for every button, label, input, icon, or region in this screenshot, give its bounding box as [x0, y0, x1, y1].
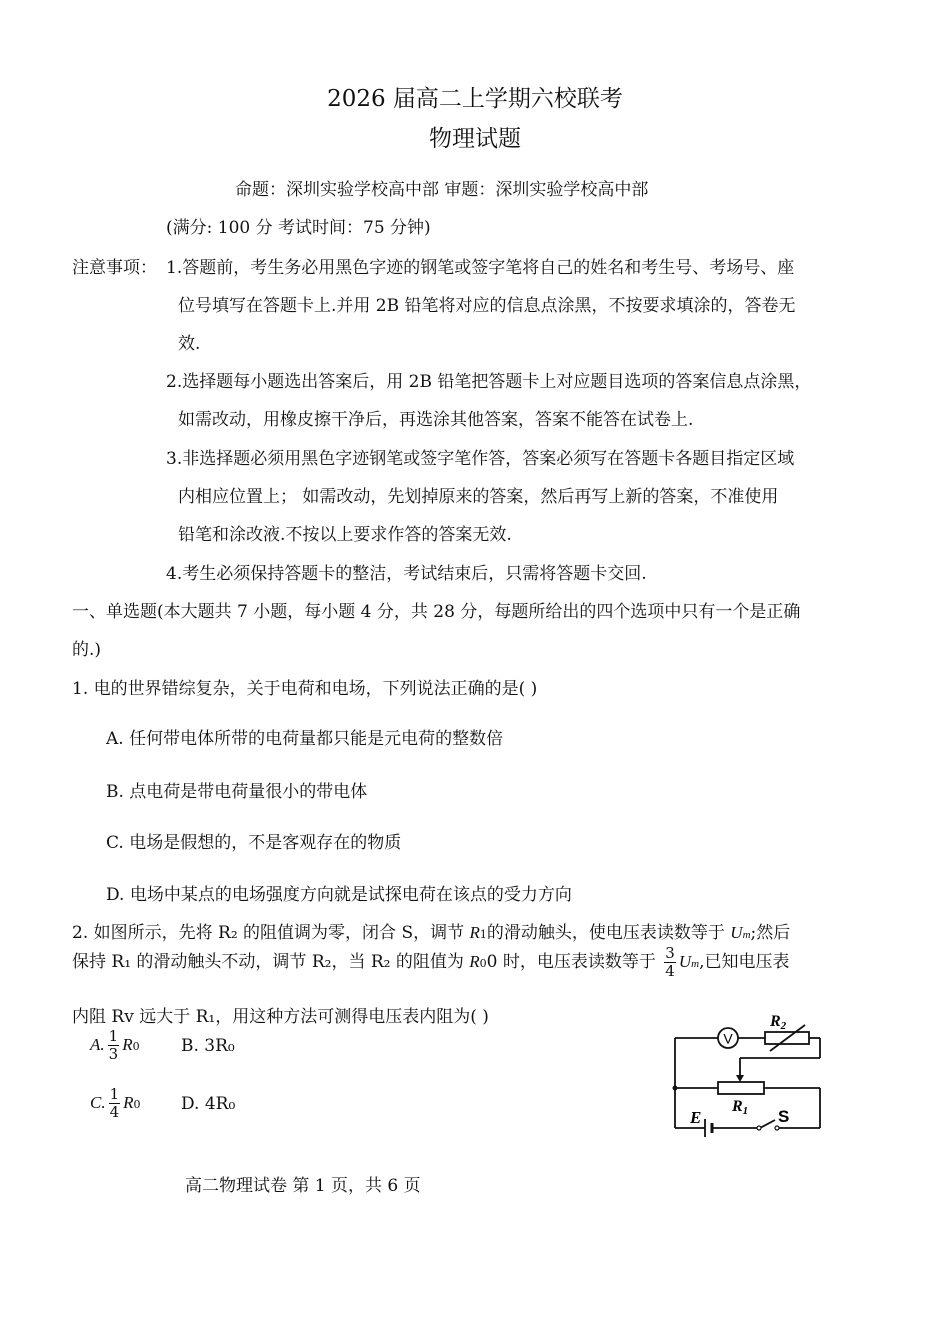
voltmeter-label: V [723, 1030, 733, 1047]
notice-line: 3.非选择题必须用黑色字迹钢笔或签字笔作答，答案必须写在答题卡各题目指定区域 [166, 449, 795, 469]
switch-label: S [778, 1107, 790, 1126]
question-2-option-a: A. $\frac{1}{3}$ R0 [90, 1027, 140, 1063]
notice-line: 效. [178, 334, 201, 354]
switch-blade [760, 1120, 775, 1128]
question-1-option-b: B. 点电荷是带电荷量很小的带电体 [106, 782, 368, 802]
section-heading: 一、单选题(本大题共 7 小题，每小题 4 分，共 28 分，每题所给出的四个选项中只有一个是正确 [72, 602, 801, 622]
notice-line: 铅笔和涂改液.不按以上要求作答的答案无效. [178, 525, 512, 545]
question-2-line-3: 内阻 Rv 远大于 R₁，用这种方法可测得电压表内阻为( ) [72, 1007, 489, 1027]
resistor-r1 [718, 1082, 764, 1094]
exam-title: 2026 届高二上学期六校联考 [327, 86, 623, 112]
section-heading-cont: 的.) [72, 640, 102, 660]
r1-label: R1 [732, 1098, 749, 1117]
exam-subject: 物理试题 [429, 126, 521, 152]
question-2-option-c: C. $\frac{1}{4}$ R0 [90, 1085, 141, 1121]
notice-line: 如需改动，用橡皮擦干净后，再选涂其他答案，答案不能答在试卷上. [178, 410, 694, 430]
notice-line: 位号填写在答题卡上.并用 2B 铅笔将对应的信息点涂黑，不按要求填涂的，答卷无 [178, 296, 796, 316]
question-1-option-d: D. 电场中某点的电场强度方向就是试探电荷在该点的受力方向 [106, 885, 572, 905]
notice-line: 内相应位置上； 如需改动，先划掉原来的答案，然后再写上新的答案，不准使用 [178, 487, 779, 507]
exam-authors: 命题：深圳实验学校高中部 审题：深圳实验学校高中部 [235, 180, 649, 200]
question-1-option-c: C. 电场是假想的，不是客观存在的物质 [106, 833, 402, 853]
circuit-diagram [660, 1005, 840, 1140]
question-2-line-2: 保持 R₁ 的滑动触头不动，调节 R₂，当 R₂ 的阻值为 R00 时，电压表读数等于 $\frac{3}{4}$ Um,已知电压表 [72, 944, 790, 980]
question-2-option-d: D. 4R₀ [181, 1094, 236, 1114]
page-footer: 高二物理试卷 第 1 页，共 6 页 [185, 1176, 421, 1196]
question-1-option-a: A. 任何带电体所带的电荷量都只能是元电荷的整数倍 [106, 729, 504, 749]
battery-label: E [690, 1108, 702, 1127]
fraction-three-quarters: $\frac{3}{4}$ [665, 944, 675, 980]
r2-label: R2 [770, 1013, 787, 1032]
question-2-option-b: B. 3R₀ [181, 1036, 235, 1056]
notice-line: 2.选择题每小题选出答案后，用 2B 铅笔把答题卡上对应题目选项的答案信息点涂黑， [166, 372, 812, 392]
notice-label: 注意事项： [72, 258, 157, 278]
question-1-stem: 1. 电的世界错综复杂，关于电荷和电场，下列说法正确的是( ) [72, 679, 538, 699]
score-and-time: (满分: 100 分 考试时间：75 分钟) [166, 218, 431, 238]
slider-arrow-icon [736, 1075, 744, 1082]
notice-line: 1.答题前，考生务必用黑色字迹的钢笔或签字笔将自己的姓名和考生号、考场号、座 [166, 258, 795, 278]
question-2-line-1: 2. 如图所示，先将 R₂ 的阻值调为零，闭合 S，调节 R1的滑动触头，使电压表读数等于 Um;然后 [72, 923, 791, 943]
notice-line: 4.考生必须保持答题卡的整洁，考试结束后，只需将答题卡交回. [166, 564, 647, 584]
